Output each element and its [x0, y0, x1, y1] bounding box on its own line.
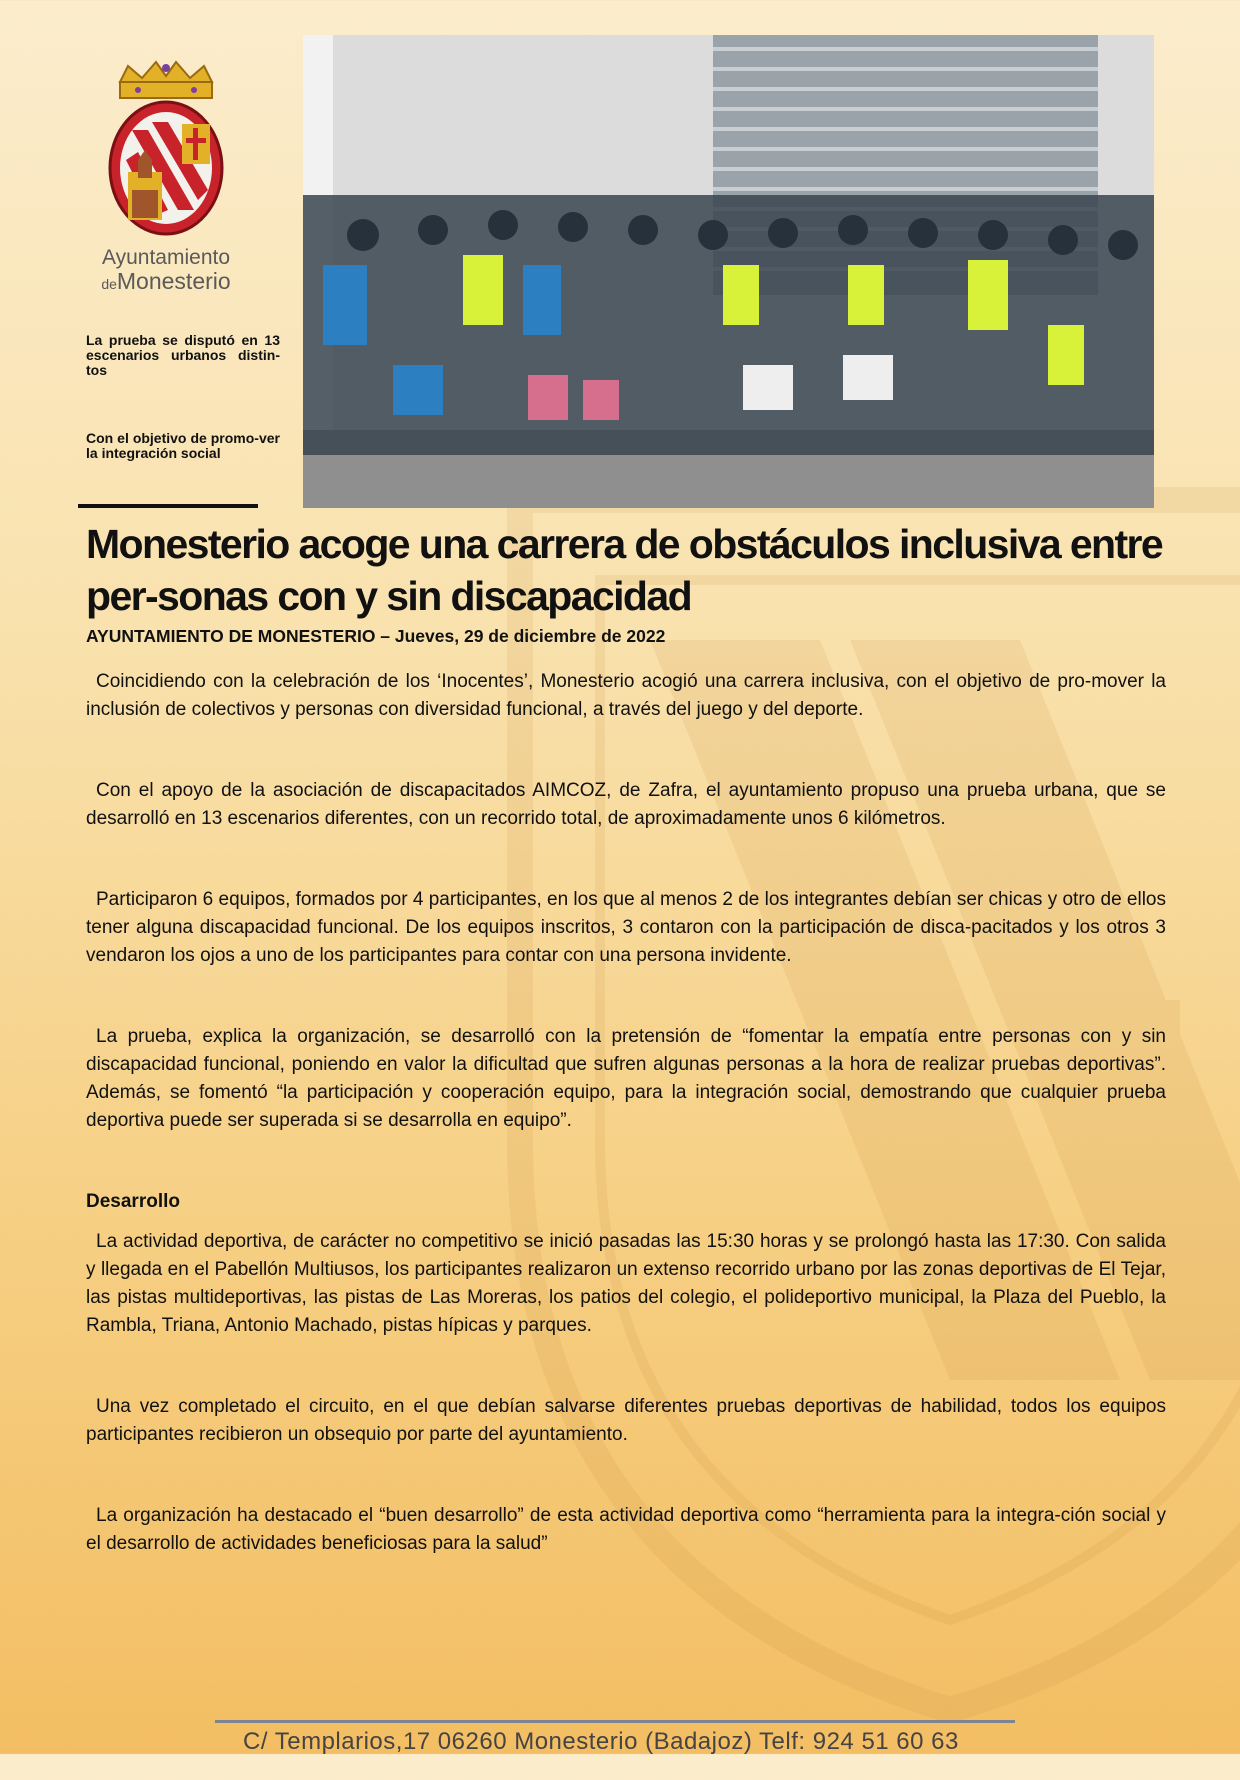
group-photo: [303, 35, 1154, 508]
footer-divider: [215, 1720, 1015, 1723]
logo-text-line2: [86, 268, 246, 295]
paragraph-7: La organización ha destacado el “buen desarrollo” de esta actividad deportiva como “herramienta para la integra-ción social y el desarrollo de actividades beneficiosas para la salud”: [86, 1505, 1166, 1554]
paragraph-5: La actividad deportiva, de carácter no competitivo se inició pasadas las 15:30 horas y se prolongó hasta las 17:30. Con salida y llegada en el Pabellón Multiusos, los participantes realizaron un extenso recorrido urbano por las zonas deportivas de El Tejar, las pistas multideportivas, las pistas de Las Moreras, los patios del colegio, el polideportivo municipal, la Plaza del Pueblo, la Rambla, Triana, Antonio Machado, pistas hípicas y parques.: [86, 1231, 1166, 1336]
coat-of-arms-icon: [98, 60, 234, 240]
paragraph-1: Coincidiendo con la celebración de los ‘Inocentes’, Monesterio acogió una carrera inclusiva, con el objetivo de pro-mover la inclusión de colectivos y personas con diversidad funcional, a través del juego y del deporte.: [86, 671, 1166, 720]
footer-address: C/ Templarios,17 06260 Monesterio (Badajoz) Telf: 924 51 60 63: [243, 1728, 959, 1755]
article-headline: Monesterio acoge una carrera de obstáculos inclusiva entre per-sonas con y sin discapacidad: [86, 521, 1163, 619]
paragraph-6: Una vez completado el circuito, en el que debían salvarse diferentes pruebas deportivas de habilidad, todos los equipos participantes recibieron un obsequio por parte del ayuntamiento.: [86, 1396, 1166, 1445]
section-heading: Desarrollo: [86, 1191, 180, 1212]
paragraph-3: Participaron 6 equipos, formados por 4 participantes, en los que al menos 2 de los integrantes debían ser chicas y otro de ellos tener alguna discapacidad funcional. De los equipos inscritos, 3 contaron con la participación de disca-pacitados y los otros 3 vendaron los ojos a uno de los participantes para contar con una persona invidente.: [86, 889, 1166, 966]
logo-text-de: de: [101, 276, 117, 292]
sidenote-objective: Con el objetivo de promo-ver la integración social: [86, 430, 280, 461]
section-divider: [78, 504, 258, 508]
paragraph-4: La prueba, explica la organización, se desarrolló con la pretensión de “fomentar la empatía entre personas con y sin discapacidad funcional, poniendo en valor la dificultad que sufren algunas personas a la hora de realizar pruebas deportivas”. Además, se fomentó “la participación y cooperación equipo, para la integración social, demostrando que cualquier prueba deportiva puede ser superada si se desarrolla en equipo”.: [86, 1026, 1166, 1131]
logo-text-line1: Ayuntamiento: [101, 246, 231, 269]
group-photo-icon: [303, 35, 1154, 508]
article-byline: AYUNTAMIENTO DE MONESTERIO – Jueves, 29 de diciembre de 2022: [86, 626, 666, 646]
paragraph-2: Con el apoyo de la asociación de discapacitados AIMCOZ, de Zafra, el ayuntamiento propuso una prueba urbana, que se desarrolló en 13 escenarios diferentes, con un recorrido total, de aproximadamente unos 6 kilómetros.: [86, 780, 1166, 829]
logo-text-monesterio: Monesterio: [116, 268, 231, 294]
municipal-logo: [86, 60, 246, 295]
article-body: [86, 668, 1166, 1611]
sidenote-scenarios: La prueba se disputó en 13 escenarios urbanos distin-tos: [86, 332, 280, 378]
